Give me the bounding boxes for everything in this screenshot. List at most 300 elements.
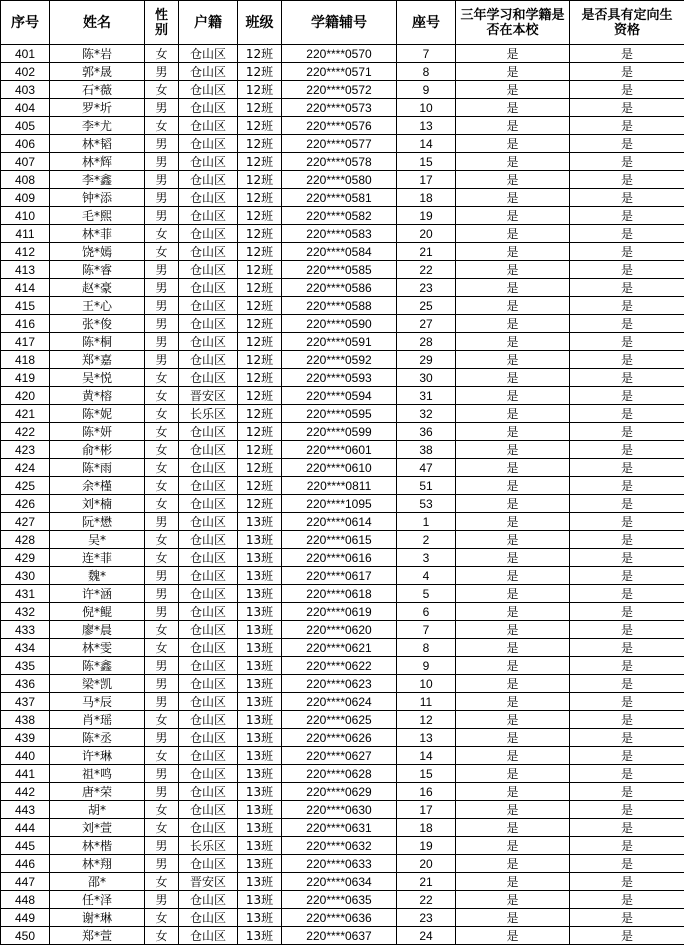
cell-qualified: 是 xyxy=(570,243,684,261)
cell-index: 402 xyxy=(1,63,50,81)
cell-hukou: 仓山区 xyxy=(179,315,238,333)
cell-student-id: 220****0632 xyxy=(282,837,397,855)
cell-gender: 女 xyxy=(145,405,179,423)
cell-student-id: 220****0573 xyxy=(282,99,397,117)
cell-index: 403 xyxy=(1,81,50,99)
cell-three-years: 是 xyxy=(456,639,570,657)
cell-gender: 女 xyxy=(145,621,179,639)
table-row xyxy=(1,369,684,387)
cell-student-id: 220****0621 xyxy=(282,639,397,657)
cell-gender: 女 xyxy=(145,819,179,837)
table-row xyxy=(1,837,684,855)
header-qualified: 是否具有定向生资格 xyxy=(570,1,684,45)
cell-student-id: 220****0630 xyxy=(282,801,397,819)
cell-name: 陈*妮 xyxy=(50,405,145,423)
cell-name: 梁*凯 xyxy=(50,675,145,693)
cell-gender: 男 xyxy=(145,891,179,909)
cell-class: 13班 xyxy=(238,801,282,819)
cell-qualified: 是 xyxy=(570,621,684,639)
cell-index: 425 xyxy=(1,477,50,495)
cell-hukou: 仓山区 xyxy=(179,639,238,657)
cell-hukou: 仓山区 xyxy=(179,207,238,225)
cell-seat: 7 xyxy=(397,45,456,63)
table-row xyxy=(1,513,684,531)
cell-qualified: 是 xyxy=(570,873,684,891)
cell-index: 411 xyxy=(1,225,50,243)
cell-seat: 15 xyxy=(397,153,456,171)
cell-index: 404 xyxy=(1,99,50,117)
cell-class: 13班 xyxy=(238,603,282,621)
table-row xyxy=(1,459,684,477)
cell-seat: 20 xyxy=(397,855,456,873)
cell-index: 433 xyxy=(1,621,50,639)
cell-hukou: 仓山区 xyxy=(179,135,238,153)
cell-qualified: 是 xyxy=(570,405,684,423)
cell-name: 陈*桐 xyxy=(50,333,145,351)
cell-name: 俞*彬 xyxy=(50,441,145,459)
cell-class: 12班 xyxy=(238,99,282,117)
cell-class: 13班 xyxy=(238,909,282,927)
cell-gender: 女 xyxy=(145,45,179,63)
cell-student-id: 220****0615 xyxy=(282,531,397,549)
cell-gender: 女 xyxy=(145,387,179,405)
cell-index: 447 xyxy=(1,873,50,891)
cell-gender: 男 xyxy=(145,297,179,315)
cell-index: 407 xyxy=(1,153,50,171)
cell-student-id: 220****0583 xyxy=(282,225,397,243)
cell-index: 413 xyxy=(1,261,50,279)
cell-student-id: 220****0614 xyxy=(282,513,397,531)
header-three-years: 三年学习和学籍是否在本校 xyxy=(456,1,570,45)
cell-index: 421 xyxy=(1,405,50,423)
cell-class: 13班 xyxy=(238,927,282,945)
cell-hukou: 仓山区 xyxy=(179,369,238,387)
cell-three-years: 是 xyxy=(456,693,570,711)
cell-class: 12班 xyxy=(238,207,282,225)
cell-hukou: 仓山区 xyxy=(179,477,238,495)
cell-seat: 5 xyxy=(397,585,456,603)
cell-seat: 14 xyxy=(397,747,456,765)
cell-hukou: 仓山区 xyxy=(179,693,238,711)
cell-gender: 女 xyxy=(145,927,179,945)
cell-student-id: 220****0584 xyxy=(282,243,397,261)
cell-qualified: 是 xyxy=(570,927,684,945)
cell-index: 405 xyxy=(1,117,50,135)
table-row xyxy=(1,477,684,495)
cell-name: 林*翔 xyxy=(50,855,145,873)
cell-qualified: 是 xyxy=(570,531,684,549)
cell-hukou: 仓山区 xyxy=(179,351,238,369)
table-row xyxy=(1,189,684,207)
cell-qualified: 是 xyxy=(570,729,684,747)
cell-qualified: 是 xyxy=(570,477,684,495)
cell-hukou: 仓山区 xyxy=(179,783,238,801)
cell-qualified: 是 xyxy=(570,441,684,459)
cell-gender: 男 xyxy=(145,333,179,351)
table-row xyxy=(1,675,684,693)
cell-hukou: 仓山区 xyxy=(179,909,238,927)
cell-hukou: 仓山区 xyxy=(179,513,238,531)
cell-hukou: 仓山区 xyxy=(179,45,238,63)
cell-hukou: 仓山区 xyxy=(179,279,238,297)
cell-qualified: 是 xyxy=(570,639,684,657)
cell-gender: 女 xyxy=(145,909,179,927)
cell-student-id: 220****0594 xyxy=(282,387,397,405)
cell-qualified: 是 xyxy=(570,657,684,675)
cell-three-years: 是 xyxy=(456,459,570,477)
table-row xyxy=(1,801,684,819)
cell-seat: 17 xyxy=(397,801,456,819)
table-row xyxy=(1,621,684,639)
cell-student-id: 220****0599 xyxy=(282,423,397,441)
cell-gender: 男 xyxy=(145,513,179,531)
cell-student-id: 220****0577 xyxy=(282,135,397,153)
table-row xyxy=(1,45,684,63)
cell-seat: 15 xyxy=(397,765,456,783)
cell-hukou: 仓山区 xyxy=(179,567,238,585)
cell-seat: 11 xyxy=(397,693,456,711)
table-row xyxy=(1,135,684,153)
cell-name: 许*琳 xyxy=(50,747,145,765)
cell-qualified: 是 xyxy=(570,171,684,189)
cell-seat: 16 xyxy=(397,783,456,801)
cell-three-years: 是 xyxy=(456,549,570,567)
cell-three-years: 是 xyxy=(456,801,570,819)
cell-gender: 男 xyxy=(145,171,179,189)
cell-name: 林*雯 xyxy=(50,639,145,657)
cell-three-years: 是 xyxy=(456,513,570,531)
cell-student-id: 220****0620 xyxy=(282,621,397,639)
cell-seat: 10 xyxy=(397,99,456,117)
cell-hukou: 仓山区 xyxy=(179,117,238,135)
cell-name: 林*辉 xyxy=(50,153,145,171)
cell-qualified: 是 xyxy=(570,63,684,81)
cell-name: 李*鑫 xyxy=(50,171,145,189)
cell-three-years: 是 xyxy=(456,711,570,729)
cell-gender: 男 xyxy=(145,675,179,693)
cell-qualified: 是 xyxy=(570,891,684,909)
cell-class: 13班 xyxy=(238,585,282,603)
cell-hukou: 长乐区 xyxy=(179,837,238,855)
cell-hukou: 仓山区 xyxy=(179,585,238,603)
table-row xyxy=(1,63,684,81)
cell-three-years: 是 xyxy=(456,351,570,369)
cell-index: 408 xyxy=(1,171,50,189)
cell-student-id: 220****0582 xyxy=(282,207,397,225)
cell-class: 13班 xyxy=(238,657,282,675)
cell-student-id: 220****0610 xyxy=(282,459,397,477)
cell-gender: 男 xyxy=(145,603,179,621)
cell-index: 409 xyxy=(1,189,50,207)
cell-three-years: 是 xyxy=(456,261,570,279)
cell-name: 陈*岩 xyxy=(50,45,145,63)
cell-qualified: 是 xyxy=(570,225,684,243)
cell-class: 13班 xyxy=(238,531,282,549)
table-row xyxy=(1,225,684,243)
cell-class: 12班 xyxy=(238,459,282,477)
cell-class: 13班 xyxy=(238,549,282,567)
cell-name: 胡* xyxy=(50,801,145,819)
cell-student-id: 220****0590 xyxy=(282,315,397,333)
cell-three-years: 是 xyxy=(456,729,570,747)
header-row xyxy=(1,1,684,45)
cell-hukou: 仓山区 xyxy=(179,153,238,171)
table-row xyxy=(1,315,684,333)
cell-seat: 29 xyxy=(397,351,456,369)
cell-seat: 36 xyxy=(397,423,456,441)
cell-three-years: 是 xyxy=(456,621,570,639)
cell-qualified: 是 xyxy=(570,513,684,531)
cell-index: 427 xyxy=(1,513,50,531)
cell-qualified: 是 xyxy=(570,153,684,171)
cell-three-years: 是 xyxy=(456,225,570,243)
cell-class: 12班 xyxy=(238,171,282,189)
cell-hukou: 仓山区 xyxy=(179,531,238,549)
cell-index: 446 xyxy=(1,855,50,873)
cell-index: 426 xyxy=(1,495,50,513)
cell-gender: 男 xyxy=(145,837,179,855)
cell-student-id: 220****0618 xyxy=(282,585,397,603)
cell-hukou: 仓山区 xyxy=(179,423,238,441)
cell-hukou: 长乐区 xyxy=(179,405,238,423)
cell-seat: 32 xyxy=(397,405,456,423)
table-row xyxy=(1,729,684,747)
cell-qualified: 是 xyxy=(570,207,684,225)
cell-class: 13班 xyxy=(238,639,282,657)
cell-qualified: 是 xyxy=(570,315,684,333)
cell-class: 13班 xyxy=(238,819,282,837)
table-row xyxy=(1,819,684,837)
cell-student-id: 220****0622 xyxy=(282,657,397,675)
cell-three-years: 是 xyxy=(456,63,570,81)
table-row xyxy=(1,279,684,297)
cell-class: 13班 xyxy=(238,729,282,747)
cell-three-years: 是 xyxy=(456,405,570,423)
cell-name: 陈*妍 xyxy=(50,423,145,441)
table-row xyxy=(1,567,684,585)
cell-name: 许*涵 xyxy=(50,585,145,603)
cell-student-id: 220****0631 xyxy=(282,819,397,837)
cell-gender: 女 xyxy=(145,531,179,549)
cell-gender: 男 xyxy=(145,315,179,333)
cell-qualified: 是 xyxy=(570,189,684,207)
table-row xyxy=(1,387,684,405)
cell-index: 412 xyxy=(1,243,50,261)
cell-three-years: 是 xyxy=(456,837,570,855)
cell-class: 12班 xyxy=(238,243,282,261)
table-row xyxy=(1,711,684,729)
cell-student-id: 220****0593 xyxy=(282,369,397,387)
cell-seat: 13 xyxy=(397,117,456,135)
cell-index: 440 xyxy=(1,747,50,765)
cell-three-years: 是 xyxy=(456,765,570,783)
cell-name: 林*韬 xyxy=(50,135,145,153)
cell-gender: 男 xyxy=(145,63,179,81)
cell-name: 毛*熙 xyxy=(50,207,145,225)
cell-index: 450 xyxy=(1,927,50,945)
cell-student-id: 220****0572 xyxy=(282,81,397,99)
cell-student-id: 220****0635 xyxy=(282,891,397,909)
cell-index: 406 xyxy=(1,135,50,153)
table-row xyxy=(1,405,684,423)
cell-student-id: 220****0811 xyxy=(282,477,397,495)
cell-index: 416 xyxy=(1,315,50,333)
cell-three-years: 是 xyxy=(456,567,570,585)
cell-name: 廖*晨 xyxy=(50,621,145,639)
cell-seat: 20 xyxy=(397,225,456,243)
cell-three-years: 是 xyxy=(456,927,570,945)
cell-three-years: 是 xyxy=(456,585,570,603)
cell-seat: 19 xyxy=(397,837,456,855)
cell-hukou: 仓山区 xyxy=(179,603,238,621)
cell-three-years: 是 xyxy=(456,423,570,441)
cell-class: 12班 xyxy=(238,477,282,495)
cell-index: 448 xyxy=(1,891,50,909)
cell-three-years: 是 xyxy=(456,207,570,225)
cell-hukou: 晋安区 xyxy=(179,873,238,891)
cell-hukou: 晋安区 xyxy=(179,387,238,405)
cell-seat: 4 xyxy=(397,567,456,585)
cell-hukou: 仓山区 xyxy=(179,765,238,783)
cell-name: 连*菲 xyxy=(50,549,145,567)
cell-class: 12班 xyxy=(238,279,282,297)
cell-index: 444 xyxy=(1,819,50,837)
cell-three-years: 是 xyxy=(456,189,570,207)
cell-name: 陈*丞 xyxy=(50,729,145,747)
cell-name: 郑*萱 xyxy=(50,927,145,945)
cell-student-id: 220****0616 xyxy=(282,549,397,567)
cell-name: 吴*悦 xyxy=(50,369,145,387)
cell-hukou: 仓山区 xyxy=(179,99,238,117)
cell-class: 12班 xyxy=(238,225,282,243)
cell-qualified: 是 xyxy=(570,369,684,387)
cell-name: 罗*圻 xyxy=(50,99,145,117)
table-row xyxy=(1,549,684,567)
cell-seat: 25 xyxy=(397,297,456,315)
cell-class: 13班 xyxy=(238,873,282,891)
cell-qualified: 是 xyxy=(570,387,684,405)
cell-index: 418 xyxy=(1,351,50,369)
cell-student-id: 220****0628 xyxy=(282,765,397,783)
cell-qualified: 是 xyxy=(570,855,684,873)
cell-name: 陈*睿 xyxy=(50,261,145,279)
cell-name: 刘*萱 xyxy=(50,819,145,837)
cell-class: 13班 xyxy=(238,567,282,585)
cell-seat: 3 xyxy=(397,549,456,567)
table-row xyxy=(1,99,684,117)
cell-name: 阮*懋 xyxy=(50,513,145,531)
cell-gender: 女 xyxy=(145,369,179,387)
cell-seat: 8 xyxy=(397,639,456,657)
cell-gender: 女 xyxy=(145,423,179,441)
cell-name: 邵* xyxy=(50,873,145,891)
table-row xyxy=(1,783,684,801)
cell-seat: 10 xyxy=(397,675,456,693)
cell-index: 401 xyxy=(1,45,50,63)
cell-student-id: 220****0636 xyxy=(282,909,397,927)
cell-name: 王*心 xyxy=(50,297,145,315)
cell-seat: 27 xyxy=(397,315,456,333)
cell-hukou: 仓山区 xyxy=(179,189,238,207)
cell-student-id: 220****0576 xyxy=(282,117,397,135)
cell-three-years: 是 xyxy=(456,279,570,297)
cell-gender: 男 xyxy=(145,693,179,711)
cell-seat: 23 xyxy=(397,279,456,297)
cell-three-years: 是 xyxy=(456,99,570,117)
cell-three-years: 是 xyxy=(456,441,570,459)
cell-hukou: 仓山区 xyxy=(179,63,238,81)
table-header xyxy=(1,1,684,45)
cell-index: 441 xyxy=(1,765,50,783)
header-hukou: 户籍 xyxy=(179,1,238,45)
cell-qualified: 是 xyxy=(570,45,684,63)
cell-student-id: 220****0581 xyxy=(282,189,397,207)
cell-seat: 17 xyxy=(397,171,456,189)
cell-student-id: 220****0627 xyxy=(282,747,397,765)
table-row xyxy=(1,423,684,441)
cell-student-id: 220****0623 xyxy=(282,675,397,693)
cell-gender: 男 xyxy=(145,189,179,207)
cell-gender: 女 xyxy=(145,711,179,729)
cell-name: 唐*荣 xyxy=(50,783,145,801)
cell-name: 任*泽 xyxy=(50,891,145,909)
table-row xyxy=(1,351,684,369)
table-row xyxy=(1,603,684,621)
cell-seat: 12 xyxy=(397,711,456,729)
cell-hukou: 仓山区 xyxy=(179,711,238,729)
cell-gender: 女 xyxy=(145,495,179,513)
cell-student-id: 220****0588 xyxy=(282,297,397,315)
table-row xyxy=(1,585,684,603)
cell-hukou: 仓山区 xyxy=(179,675,238,693)
cell-name: 肖*瑶 xyxy=(50,711,145,729)
cell-gender: 男 xyxy=(145,207,179,225)
table-row xyxy=(1,927,684,945)
cell-three-years: 是 xyxy=(456,387,570,405)
table-row xyxy=(1,171,684,189)
cell-index: 428 xyxy=(1,531,50,549)
cell-student-id: 220****0626 xyxy=(282,729,397,747)
cell-student-id: 220****0624 xyxy=(282,693,397,711)
cell-qualified: 是 xyxy=(570,261,684,279)
cell-seat: 30 xyxy=(397,369,456,387)
cell-qualified: 是 xyxy=(570,495,684,513)
cell-gender: 女 xyxy=(145,117,179,135)
cell-class: 12班 xyxy=(238,351,282,369)
cell-index: 420 xyxy=(1,387,50,405)
cell-gender: 男 xyxy=(145,657,179,675)
cell-qualified: 是 xyxy=(570,135,684,153)
cell-class: 13班 xyxy=(238,855,282,873)
cell-index: 431 xyxy=(1,585,50,603)
cell-three-years: 是 xyxy=(456,333,570,351)
header-index: 序号 xyxy=(1,1,50,45)
cell-class: 12班 xyxy=(238,387,282,405)
cell-seat: 38 xyxy=(397,441,456,459)
cell-qualified: 是 xyxy=(570,351,684,369)
cell-seat: 14 xyxy=(397,135,456,153)
table-row xyxy=(1,207,684,225)
cell-index: 415 xyxy=(1,297,50,315)
cell-index: 417 xyxy=(1,333,50,351)
cell-three-years: 是 xyxy=(456,819,570,837)
cell-class: 12班 xyxy=(238,117,282,135)
cell-hukou: 仓山区 xyxy=(179,81,238,99)
cell-qualified: 是 xyxy=(570,819,684,837)
cell-hukou: 仓山区 xyxy=(179,927,238,945)
cell-three-years: 是 xyxy=(456,315,570,333)
cell-class: 13班 xyxy=(238,747,282,765)
